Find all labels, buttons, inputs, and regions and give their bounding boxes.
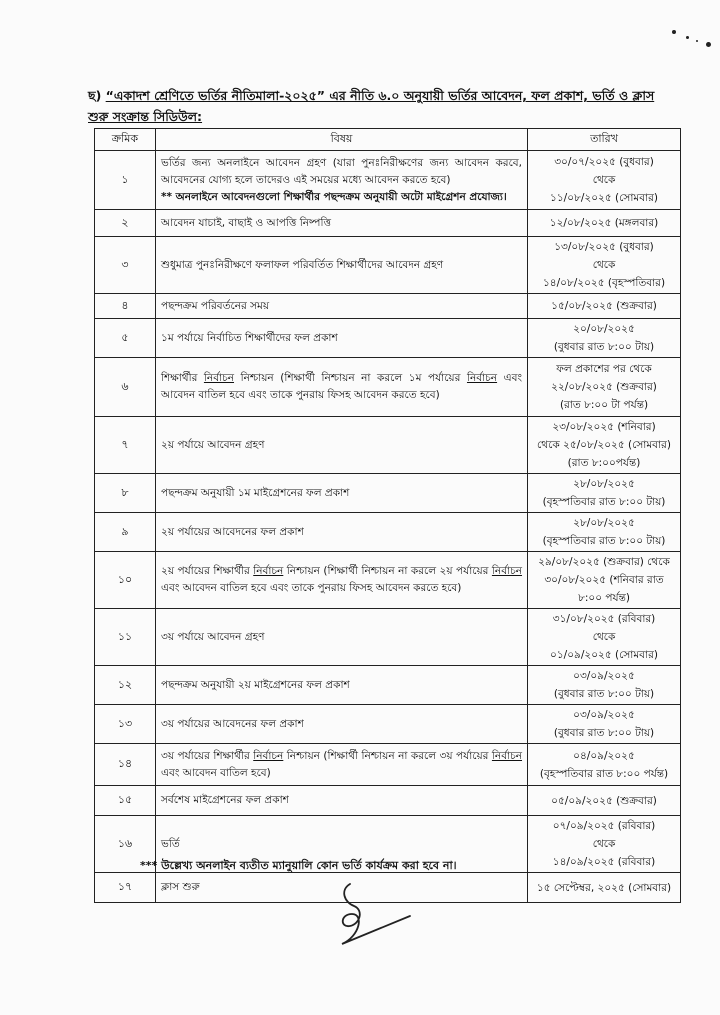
date-line: ১৪/০৯/২০২৫ (রবিবার) bbox=[552, 856, 656, 868]
subject-text: ৩য় পর্যায়ে আবেদন গ্রহণ bbox=[161, 630, 265, 643]
table-row bbox=[95, 744, 681, 786]
subject-text: ভর্তির জন্য অনলাইনে আবেদন গ্রহণ (যারা পুনঃনিরীক্ষণের জন্য আবেদন করবে, আবেদনের যোগ্য হলে তাদেরও এই সময়ের মধ্যে আবেদন করতে হবে) bbox=[161, 156, 522, 186]
heading-prefix: ছ) bbox=[88, 88, 102, 103]
table-header-row bbox=[95, 129, 681, 151]
row-serial: ১৭ bbox=[95, 873, 156, 903]
row-date bbox=[528, 237, 681, 294]
date-line: ০৪/০৯/২০২৫ bbox=[573, 749, 635, 762]
row-date bbox=[528, 609, 681, 666]
row-date bbox=[528, 786, 681, 816]
date-line: (বুধবার রাত ৮:০০ টায়) bbox=[553, 341, 655, 353]
table-row bbox=[95, 237, 681, 294]
row-serial: ১৫ bbox=[95, 786, 156, 816]
date-line: (বুধবার রাত ৮:০০ টায়) bbox=[553, 727, 655, 739]
date-line: ০৫/০৯/২০২৫ (শুক্রবার) bbox=[551, 794, 657, 807]
table-row bbox=[95, 358, 681, 417]
subject-text: এবং আবেদন বাতিল হবে এবং তাকে পুনরায় ফিসহ আবেদন করতে হবে) bbox=[161, 372, 522, 401]
row-subject bbox=[156, 513, 528, 552]
underlined-term: নির্বাচন bbox=[466, 372, 498, 384]
row-serial: ১৬ bbox=[95, 816, 156, 873]
row-subject bbox=[156, 319, 528, 358]
subject-text: ১ম পর্যায়ে নির্বাচিত শিক্ষার্থীদের ফল প্রকাশ bbox=[161, 331, 338, 344]
date-line: (বুধবার রাত ৮:০০ টায়) bbox=[553, 688, 655, 700]
scan-artifact bbox=[668, 26, 718, 56]
row-subject bbox=[156, 609, 528, 666]
row-serial: ৩ bbox=[95, 237, 156, 294]
row-serial: ১০ bbox=[95, 552, 156, 609]
date-line: ০৩/০৯/২০২৫ bbox=[573, 709, 635, 721]
table-row bbox=[95, 552, 681, 609]
subject-text: আবেদন যাচাই, বাছাই ও আপত্তি নিষ্পত্তি bbox=[161, 216, 331, 229]
row-subject bbox=[156, 705, 528, 744]
date-line: থেকে bbox=[592, 631, 616, 643]
row-serial: ৪ bbox=[95, 294, 156, 319]
subject-text: ২য় পর্যায়ের শিক্ষার্থীর bbox=[161, 565, 254, 577]
subject-text: পছন্দক্রম অনুযায়ী ২য় মাইগ্রেশনের ফল প্রকাশ bbox=[161, 678, 350, 691]
row-subject bbox=[156, 151, 528, 210]
subject-text: ক্লাস শুরু bbox=[161, 881, 200, 893]
footnote: *** উল্লেখ্য অনলাইন ব্যতীত ম্যানুয়ালি কোন ভর্তি কার্যক্রম করা হবে না। bbox=[140, 859, 457, 872]
row-serial: ২ bbox=[95, 210, 156, 237]
underlined-term: নির্বাচন bbox=[491, 749, 523, 762]
row-serial: ১৪ bbox=[95, 744, 156, 786]
date-line: ২২/০৮/২০২৫ (শুক্রবার) bbox=[551, 381, 657, 393]
row-date bbox=[528, 151, 681, 210]
row-subject bbox=[156, 666, 528, 705]
table-row bbox=[95, 151, 681, 210]
row-subject bbox=[156, 744, 528, 786]
date-line: থেকে ২৫/০৮/২০২৫ (সোমবার) bbox=[537, 439, 671, 451]
underlined-term: নির্বাচন bbox=[491, 565, 523, 577]
table-row bbox=[95, 786, 681, 816]
date-line: (বৃহস্পতিবার রাত ৮:০০ টায়) bbox=[542, 535, 666, 547]
date-line: ৮:০০ পর্যন্ত) bbox=[578, 592, 630, 604]
row-subject bbox=[156, 474, 528, 513]
date-line: ২৮/০৮/২০২৫ bbox=[573, 478, 635, 490]
row-subject bbox=[156, 417, 528, 474]
date-line: ৩১/০৮/২০২৫ (রবিবার) bbox=[552, 613, 656, 625]
date-line: (রাত ৮:০০পর্যন্ত) bbox=[567, 457, 641, 469]
date-line: ১১/০৮/২০২৫ (সোমবার) bbox=[550, 192, 658, 204]
row-serial: ১ bbox=[95, 151, 156, 210]
underlined-term: নির্বাচন bbox=[253, 749, 284, 762]
date-line: ১৩/০৮/২০২৫ (বুধবার) bbox=[554, 241, 654, 253]
table-row bbox=[95, 474, 681, 513]
date-line: ৩০/০৮/২০২৫ (শনিবার রাত bbox=[544, 574, 664, 586]
date-line: ২৮/০৮/২০২৫ bbox=[573, 517, 635, 529]
row-date bbox=[528, 816, 681, 873]
row-serial: ৫ bbox=[95, 319, 156, 358]
row-subject bbox=[156, 786, 528, 816]
date-line: (রাত ৮:০০ টা পর্যন্ত) bbox=[559, 399, 649, 411]
subject-text: নিশ্চায়ন (শিক্ষার্থী নিশ্চায়ন না করলে ৩য় পর্যায়ের bbox=[283, 749, 492, 762]
row-serial: ৬ bbox=[95, 358, 156, 417]
row-date bbox=[528, 417, 681, 474]
subject-text: পছন্দক্রম অনুযায়ী ১ম মাইগ্রেশনের ফল প্রকাশ bbox=[161, 486, 350, 499]
row-serial: ১১ bbox=[95, 609, 156, 666]
row-subject bbox=[156, 358, 528, 417]
heading-title-line2: শুরু সংক্রান্ত সিডিউল: bbox=[88, 109, 203, 124]
date-line: ১৪/০৮/২০২৫ (বৃহস্পতিবার) bbox=[542, 277, 666, 289]
subject-text: ২য় পর্যায়ের আবেদনের ফল প্রকাশ bbox=[161, 525, 304, 538]
subject-text: সর্বশেষ মাইগ্রেশনের ফল প্রকাশ bbox=[161, 794, 289, 806]
subject-text: এবং আবেদন বাতিল হবে এবং তাকে পুনরায় ফিসহ আবেদন করতে হবে) bbox=[161, 582, 462, 594]
subject-text: শুধুমাত্র পুনঃনিরীক্ষণে ফলাফল পরিবর্তিত শিক্ষার্থীদের আবেদন গ্রহণ bbox=[161, 258, 444, 271]
date-line: ১২/০৮/২০২৫ (মঙ্গলবার) bbox=[549, 217, 659, 229]
subject-text: শিক্ষার্থীর bbox=[161, 372, 204, 384]
row-date bbox=[528, 474, 681, 513]
date-line: ০১/০৯/২০২৫ (সোমবার) bbox=[550, 649, 658, 661]
table-row bbox=[95, 210, 681, 237]
row-date bbox=[528, 552, 681, 609]
row-serial: ৭ bbox=[95, 417, 156, 474]
schedule-table bbox=[94, 128, 681, 903]
subject-text: এবং আবেদন বাতিল হবে) bbox=[161, 766, 271, 779]
header-serial: ক্রমিক bbox=[95, 129, 156, 151]
subject-text: পছন্দক্রম পরিবর্তনের সময় bbox=[161, 299, 270, 312]
subject-text: ৩য় পর্যায়ের শিক্ষার্থীর bbox=[161, 749, 254, 762]
row-date bbox=[528, 873, 681, 903]
date-line: ০৭/০৯/২০২৫ (রবিবার) bbox=[552, 820, 656, 832]
underlined-term: নির্বাচন bbox=[253, 565, 284, 577]
row-date bbox=[528, 513, 681, 552]
row-date bbox=[528, 294, 681, 319]
date-line: ২৩/০৮/২০২৫ (শনিবার) bbox=[552, 421, 656, 433]
row-date bbox=[528, 319, 681, 358]
date-line: থেকে bbox=[592, 174, 616, 186]
row-subject bbox=[156, 294, 528, 319]
header-date: তারিখ bbox=[528, 129, 681, 151]
subject-text: ২য় পর্যায়ে আবেদন গ্রহণ bbox=[161, 438, 265, 451]
row-date bbox=[528, 744, 681, 786]
subject-text: ভর্তি bbox=[161, 837, 180, 850]
row-date bbox=[528, 705, 681, 744]
date-line: ১৫ সেপ্টেম্বর, ২০২৫ (সোমবার) bbox=[536, 881, 672, 894]
date-line: (বৃহস্পতিবার রাত ৮:০০ পর্যন্ত) bbox=[539, 767, 669, 780]
date-line: থেকে bbox=[592, 259, 616, 271]
row-serial: ৮ bbox=[95, 474, 156, 513]
subject-text: ৩য় পর্যায়ের আবেদনের ফল প্রকাশ bbox=[161, 717, 304, 730]
date-line: ফল প্রকাশের পর থেকে bbox=[556, 363, 652, 375]
date-line: ৩০/০৭/২০২৫ (বুধবার) bbox=[554, 156, 654, 168]
row-date bbox=[528, 666, 681, 705]
table-row bbox=[95, 319, 681, 358]
date-line: ২৯/০৮/২০২৫ (শুক্রবার) থেকে bbox=[538, 556, 670, 568]
date-line: (বৃহস্পতিবার রাত ৮:০০ টায়) bbox=[542, 496, 666, 508]
subject-text: নিশ্চায়ন (শিক্ষার্থী নিশ্চায়ন না করলে ২য় পর্যায়ের bbox=[283, 565, 492, 577]
table-row bbox=[95, 666, 681, 705]
date-line: থেকে bbox=[592, 838, 616, 850]
underlined-term: নির্বাচন bbox=[203, 372, 235, 384]
row-subject bbox=[156, 237, 528, 294]
row-date bbox=[528, 210, 681, 237]
subject-text: নিশ্চায়ন (শিক্ষার্থী নিশ্চায়ন না করলে ১ম পর্যায়ের bbox=[234, 372, 467, 384]
header-subject: বিষয় bbox=[156, 129, 528, 151]
row-serial: ৯ bbox=[95, 513, 156, 552]
table-row bbox=[95, 609, 681, 666]
row-date bbox=[528, 358, 681, 417]
table-row bbox=[95, 417, 681, 474]
row-subject bbox=[156, 552, 528, 609]
heading-title-line1: “একাদশ শ্রেণিতে ভর্তির নীতিমালা-২০২৫” এর নীতি ৬.০ অনুযায়ী ভর্তির আবেদন, ফল প্রকাশ, ভর্তি ও ক্লাস bbox=[105, 88, 655, 103]
date-line: ২০/০৮/২০২৫ bbox=[573, 323, 635, 335]
table-row bbox=[95, 513, 681, 552]
signature bbox=[330, 880, 420, 950]
row-serial: ১৩ bbox=[95, 705, 156, 744]
date-line: ০৩/০৯/২০২৫ bbox=[573, 670, 635, 682]
schedule-heading bbox=[88, 85, 678, 127]
subject-note: ** অনলাইনে আবেদনগুলো শিক্ষার্থীর পছন্দক্রম অনুযায়ী অটো মাইগ্রেশন প্রযোজ্য। bbox=[161, 190, 507, 203]
table-row bbox=[95, 705, 681, 744]
date-line: ১৫/০৮/২০২৫ (শুক্রবার) bbox=[551, 300, 657, 312]
row-subject bbox=[156, 210, 528, 237]
table-row bbox=[95, 294, 681, 319]
row-serial: ১২ bbox=[95, 666, 156, 705]
